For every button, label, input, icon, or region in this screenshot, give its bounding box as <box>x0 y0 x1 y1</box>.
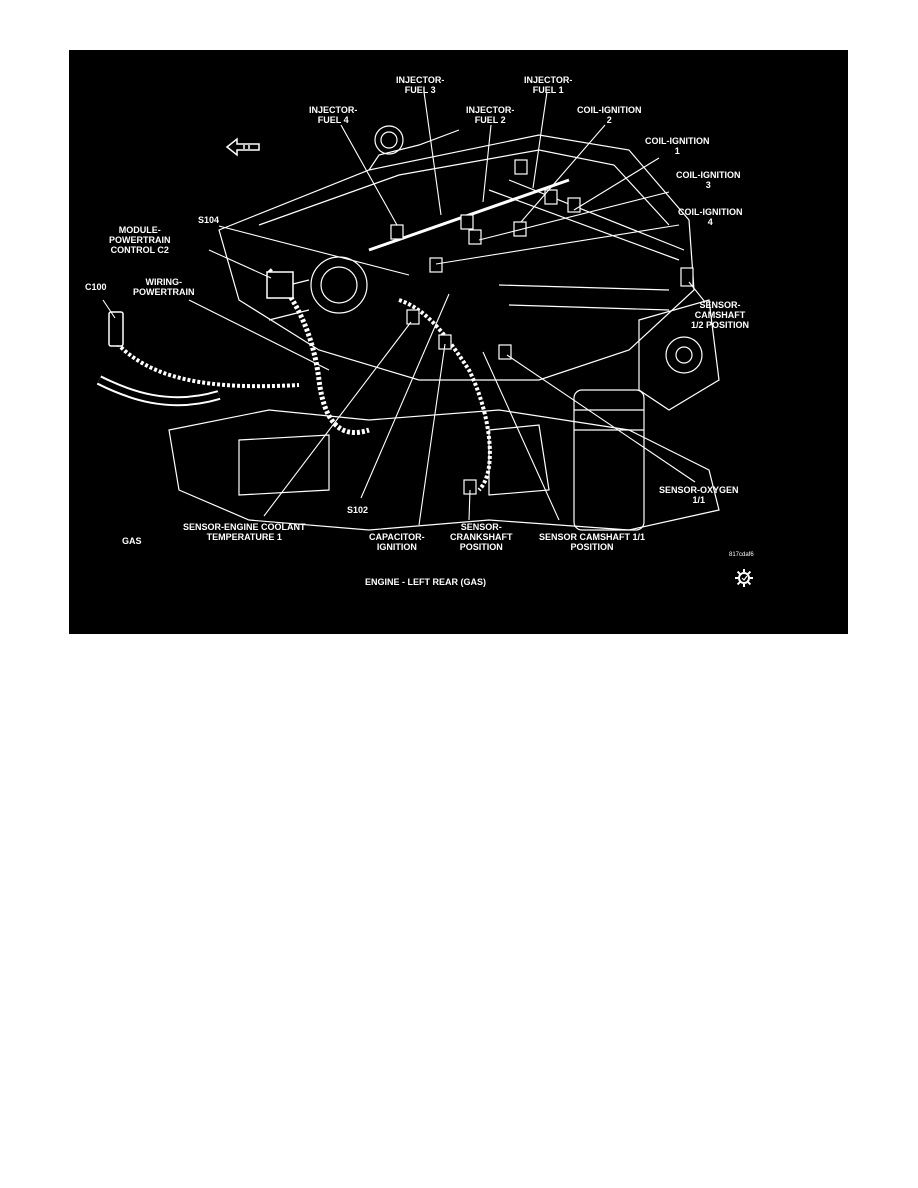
label-s102: S102 <box>347 505 369 515</box>
leader-injector-fuel-4 <box>341 125 397 225</box>
leader-s102 <box>361 294 449 498</box>
leader-sensor-oxygen <box>507 355 695 482</box>
label-c100: C100 <box>85 282 107 292</box>
leader-injector-fuel-1 <box>533 92 547 188</box>
label-sensor-crankshaft: SENSOR- CRANKSHAFT POSITION <box>450 522 513 552</box>
label-s104: S104 <box>198 215 220 225</box>
label-module-powertrain: MODULE- POWERTRAIN CONTROL C2 <box>109 225 171 255</box>
image-code: 817cdaf6 <box>729 552 754 558</box>
front-arrow-icon <box>227 139 259 155</box>
leader-coil-ignition-1 <box>574 158 659 210</box>
label-sensor-camshaft-12: SENSOR- CAMSHAFT 1/2 POSITION <box>691 300 750 330</box>
label-sensor-ect: SENSOR-ENGINE COOLANT TEMPERATURE 1 <box>183 522 306 542</box>
gear-icon <box>734 568 754 588</box>
label-coil-ignition-1: COIL-IGNITION 1 <box>645 136 710 156</box>
label-injector-fuel-1: INJECTOR- FUEL 1 <box>524 75 573 95</box>
label-gas: GAS <box>122 536 142 546</box>
leader-capacitor-ignition <box>419 344 445 525</box>
label-injector-fuel-2: INJECTOR- FUEL 2 <box>466 105 515 125</box>
engine-diagram-figure <box>69 50 848 634</box>
label-wiring-powertrain: WIRING- POWERTRAIN <box>133 277 195 297</box>
label-sensor-camshaft-11: SENSOR CAMSHAFT 1/1 POSITION <box>539 532 646 552</box>
label-coil-ignition-4: COIL-IGNITION 4 <box>678 207 743 227</box>
label-capacitor-ignition: CAPACITOR- IGNITION <box>369 532 425 552</box>
label-coil-ignition-2: COIL-IGNITION 2 <box>577 105 642 125</box>
label-sensor-oxygen: SENSOR-OXYGEN 1/1 <box>659 485 739 505</box>
label-coil-ignition-3: COIL-IGNITION 3 <box>676 170 741 190</box>
leader-injector-fuel-3 <box>424 92 441 215</box>
leader-module-powertrain <box>209 250 271 278</box>
engine-line-art <box>99 126 719 530</box>
figure-caption: ENGINE - LEFT REAR (GAS) <box>365 577 486 587</box>
label-injector-fuel-4: INJECTOR- FUEL 4 <box>309 105 358 125</box>
label-injector-fuel-3: INJECTOR- FUEL 3 <box>396 75 445 95</box>
